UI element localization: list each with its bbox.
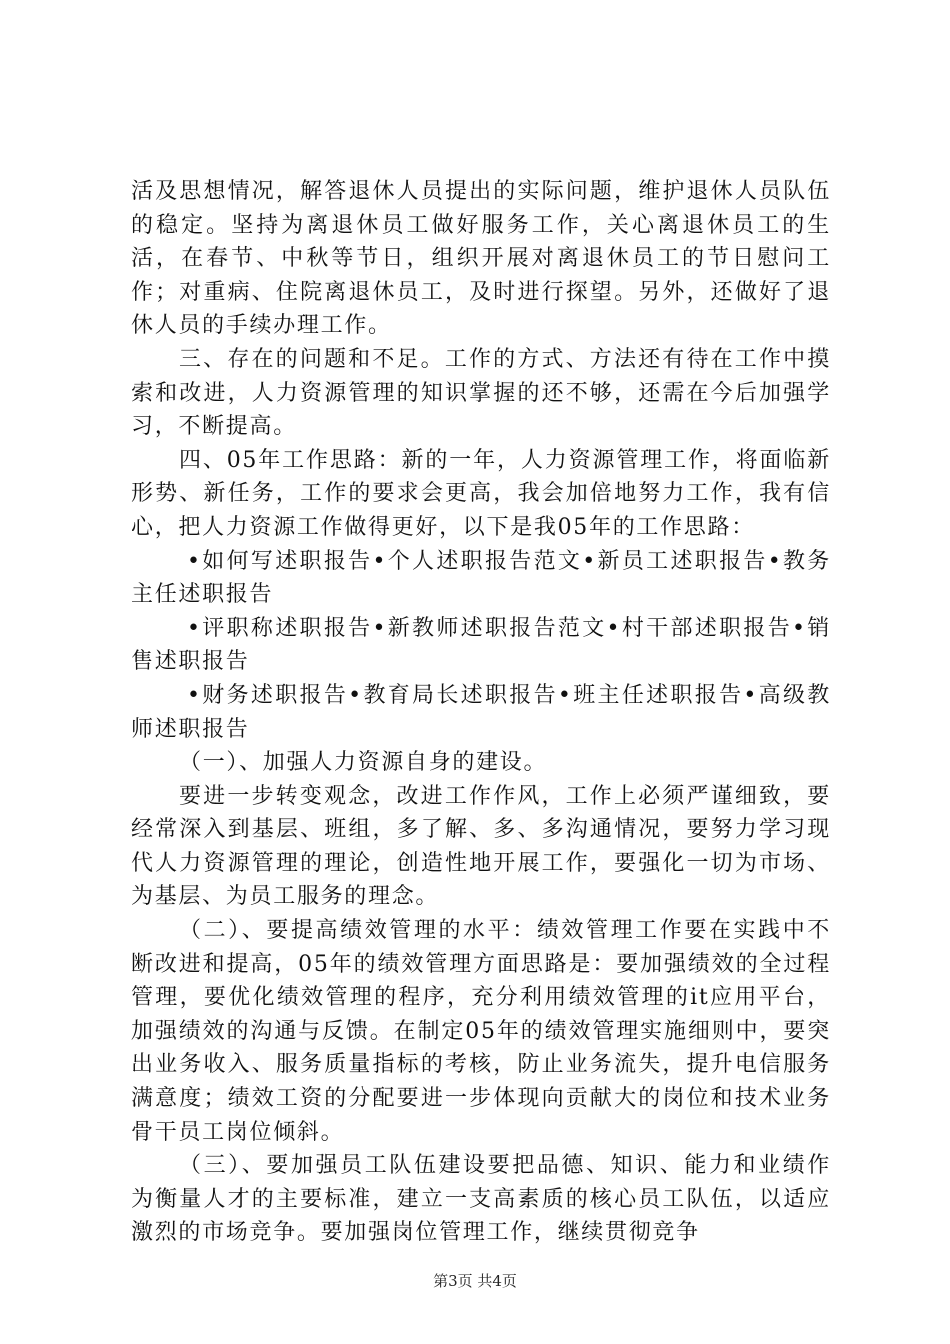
section-heading-hr-construction: （一）、加强人力资源自身的建设。 bbox=[179, 750, 548, 776]
paragraph-problems-shortcomings: 三、存在的问题和不足。工作的方式、方法还有待在工作中摸索和改进，人力资源管理的知识掌握的还不够，还需在今后加强学习，不断提高。 bbox=[131, 346, 831, 440]
paragraph-performance-management: （二）、要提高绩效管理的水平：绩效管理工作要在实践中不断改进和提高，05年的绩效管理方面思路是：要加强绩效的全过程管理，要优化绩效管理的程序，充分利用绩效管理的it应用平台，加强绩效的沟通与反馈。在制定05年的绩效管理实施细则中，要突出业务收入、服务质量指标的考核，防止业务流失，提升电信服务满意度；绩效工资的分配要进一步体现向贡献大的岗位和技术业务骨干员工岗位倾斜。 bbox=[131, 918, 831, 1145]
related-links-row-1[interactable]: •如何写述职报告•个人述职报告范文•新员工述职报告•教务主任述职报告 bbox=[131, 548, 831, 608]
paragraph-staff-team-building: （三）、要加强员工队伍建设要把品德、知识、能力和业绩作为衡量人才的主要标准，建立一支高素质的核心员工队伍，以适应激烈的市场竞争。要加强岗位管理工作，继续贯彻竞争 bbox=[131, 1153, 831, 1246]
paragraph-work-plan-intro: 四、05年工作思路：新的一年，人力资源管理工作，将面临新形势、新任务，工作的要求会更高，我会加倍地努力工作，我有信心，把人力资源工作做得更好，以下是我05年的工作思路： bbox=[131, 447, 831, 540]
document-body bbox=[131, 175, 831, 1250]
paragraph-hr-construction: 要进一步转变观念，改进工作作风，工作上必须严谨细致，要经常深入到基层、班组，多了解、多、多沟通情况，要努力学习现代人力资源管理的理论，创造性地开展工作，要强化一切为市场、为基层、为员工服务的理念。 bbox=[131, 783, 831, 910]
related-links-row-2[interactable]: •评职称述职报告•新教师述职报告范文•村干部述职报告•销售述职报告 bbox=[131, 615, 831, 675]
related-links-row-3[interactable]: •财务述职报告•教育局长述职报告•班主任述职报告•高级教师述职报告 bbox=[131, 682, 831, 742]
paragraph-retiree-services: 活及思想情况，解答退休人员提出的实际问题，维护退休人员队伍的稳定。坚持为离退休员工做好服务工作，关心离退休员工的生活，在春节、中秋等节日，组织开展对离退休员工的节日慰问工作；对重病、住院离退休员工，及时进行探望。另外，还做好了退休人员的手续办理工作。 bbox=[131, 179, 831, 339]
page-number-footer: 第3页 共4页 bbox=[433, 1272, 517, 1290]
